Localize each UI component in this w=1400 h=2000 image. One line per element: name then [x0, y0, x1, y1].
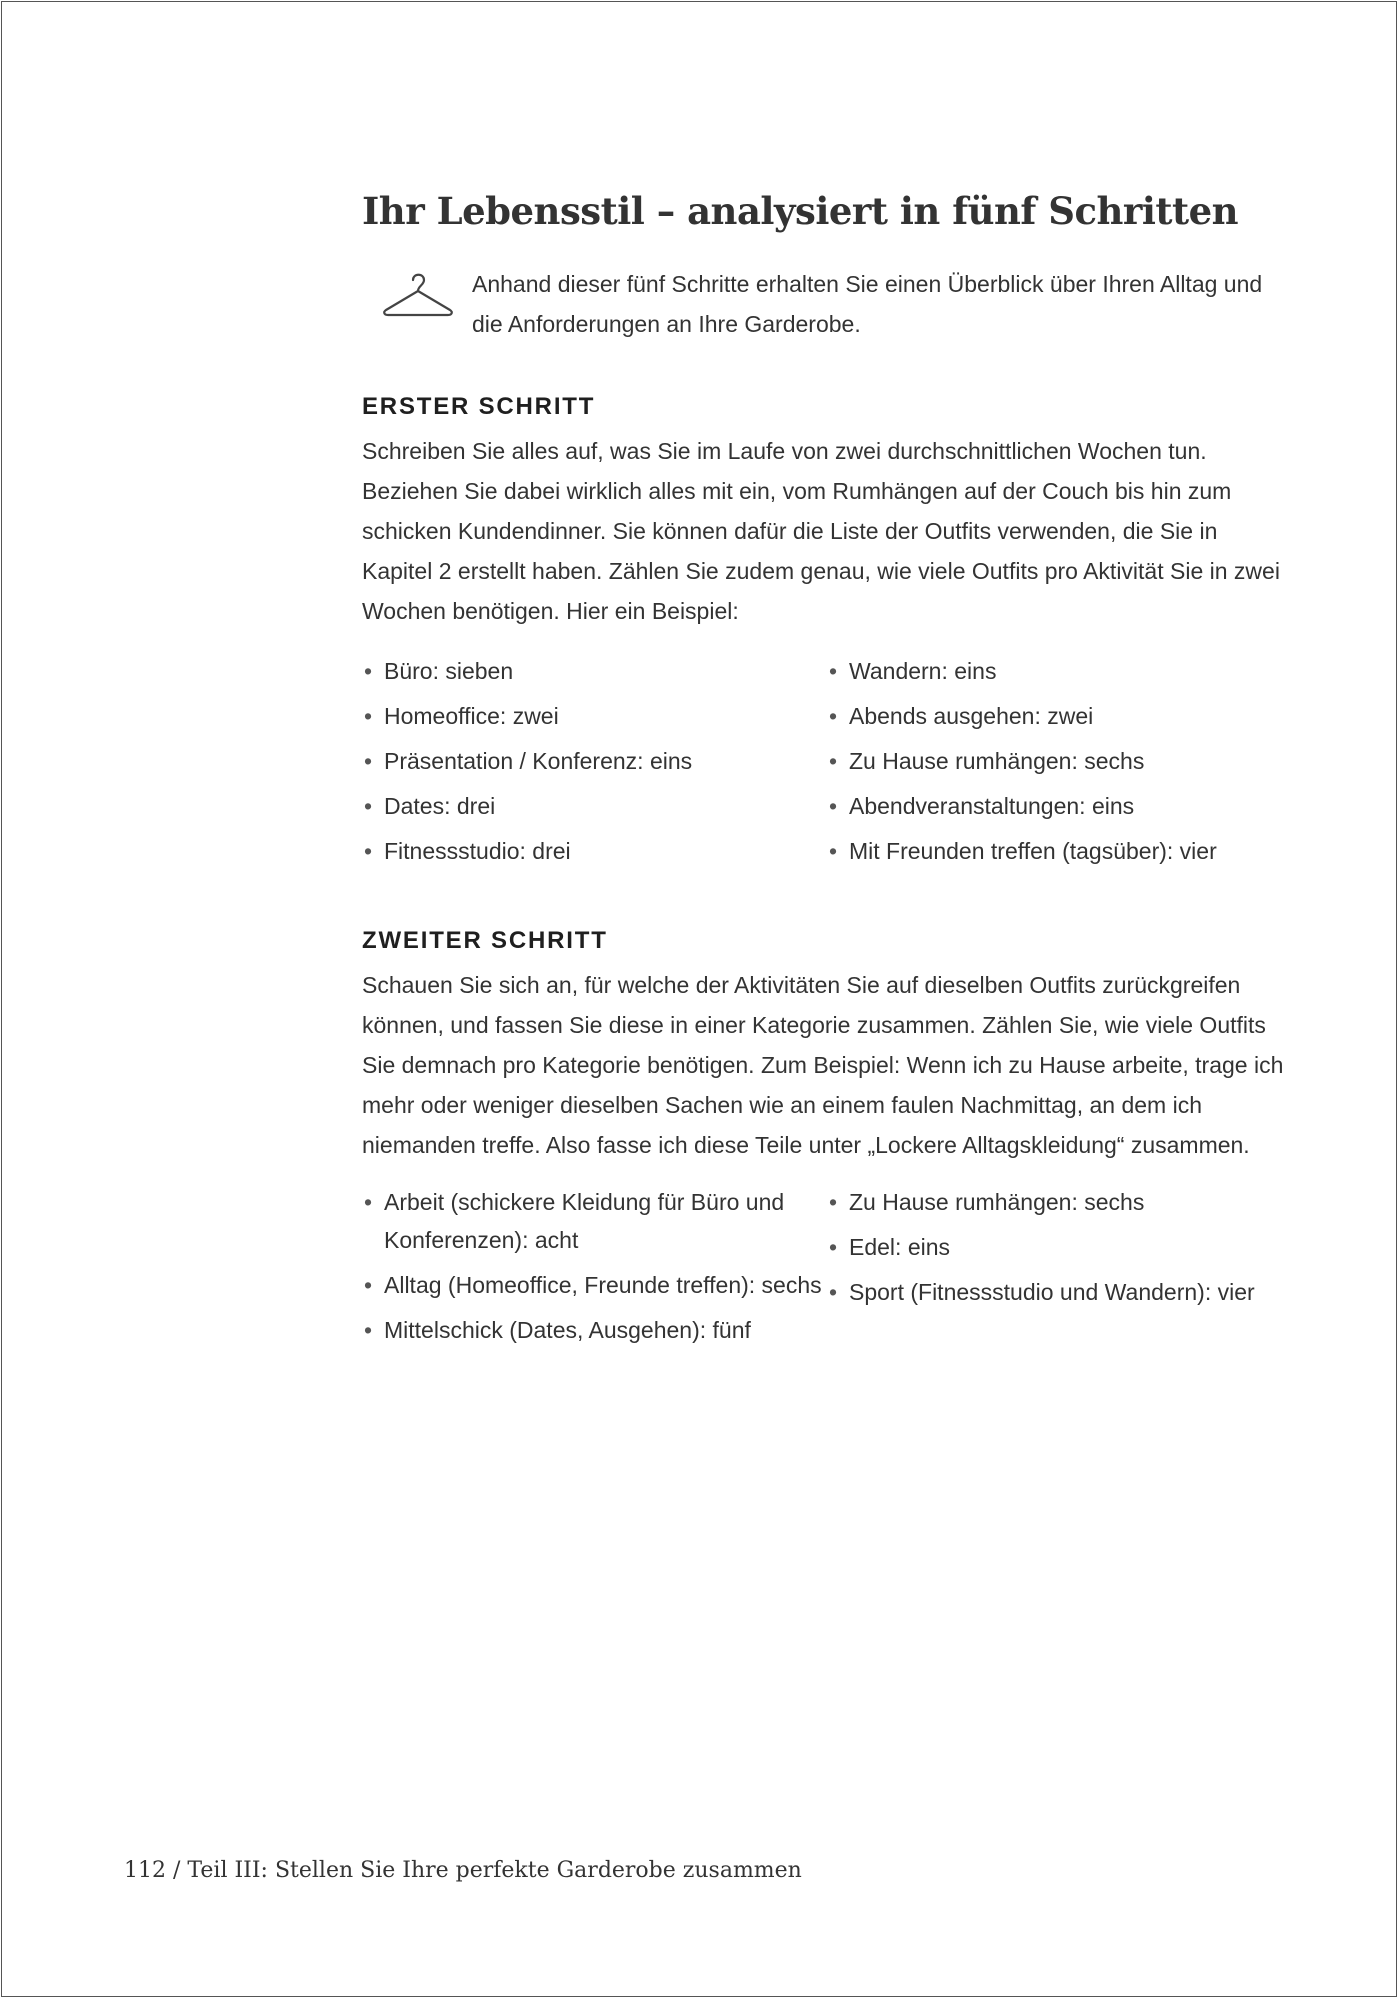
list-item: • Präsentation / Konferenz: eins: [362, 739, 827, 784]
step2-list-left: [362, 1183, 827, 1356]
list-item: • Mit Freunden treffen (tagsüber): vier: [827, 829, 1292, 874]
list-item: • Dates: drei: [362, 784, 827, 829]
step2-heading: ZWEITER SCHRITT: [362, 927, 608, 954]
step1-heading: ERSTER SCHRITT: [362, 393, 596, 420]
step1-list-left: [362, 649, 827, 874]
clothes-hanger-icon: [382, 270, 454, 320]
list-item: • Edel: eins: [827, 1228, 1292, 1266]
list-item: • Zu Hause rumhängen: sechs: [827, 1183, 1292, 1221]
step2-paragraph: Schauen Sie sich an, für welche der Aktivitäten Sie auf dieselben Outfits zurückgreifen können, und fassen Sie diese in einer Kategorie zusammen. Zählen Sie, wie viele Outfits Sie demnach pro Kategorie benötigen. Zum Beispiel: Wenn ich zu Hause arbeite, trage ich mehr oder weniger dieselben Sachen wie an einem faulen Nachmittag, an dem ich niemanden treffe. Also fasse ich diese Teile unter „Lockere Alltagskleidung“ zusammen.: [362, 972, 1284, 1158]
list-item: • Abendveranstaltungen: eins: [827, 784, 1292, 829]
list-item: • Alltag (Homeoffice, Freunde treffen): sechs: [362, 1266, 827, 1304]
step2-lists: [362, 1183, 1292, 1356]
running-section-title: Teil III: Stellen Sie Ihre perfekte Garderobe zusammen: [187, 1858, 802, 1883]
step1-list-right: [827, 649, 1292, 874]
footer-separator: /: [173, 1858, 181, 1883]
page-title: Ihr Lebensstil – analysiert in fünf Schritten: [362, 189, 1239, 233]
step1-paragraph: Schreiben Sie alles auf, was Sie im Laufe von zwei durchschnittlichen Wochen tun. Beziehen Sie dabei wirklich alles mit ein, vom Rumhängen auf der Couch bis hin zum schicken Kundendinner. Sie können dafür die Liste der Outfits verwenden, die Sie in Kapitel 2 erstellt haben. Zählen Sie zudem genau, wie viele Outfits pro Aktivität Sie in zwei Wochen benötigen. Hier ein Beispiel:: [362, 438, 1280, 624]
list-item: • Arbeit (schickere Kleidung für Büro und Konferenzen): acht: [362, 1183, 827, 1259]
step2-list-right: [827, 1183, 1292, 1356]
page-footer: [124, 1858, 802, 1883]
list-item: • Fitnessstudio: drei: [362, 829, 827, 874]
page-number: 112: [124, 1858, 166, 1883]
step1-lists: [362, 649, 1292, 874]
list-item: • Sport (Fitnessstudio und Wandern): vier: [827, 1273, 1292, 1311]
page-content: [362, 180, 1292, 1356]
list-item: • Büro: sieben: [362, 649, 827, 694]
list-item: • Zu Hause rumhängen: sechs: [827, 739, 1292, 784]
list-item: • Abends ausgehen: zwei: [827, 694, 1292, 739]
list-item: • Wandern: eins: [827, 649, 1292, 694]
list-item: • Homeoffice: zwei: [362, 694, 827, 739]
list-item: • Mittelschick (Dates, Ausgehen): fünf: [362, 1311, 827, 1349]
intro-text: Anhand dieser fünf Schritte erhalten Sie einen Überblick über Ihren Alltag und die Anforderungen an Ihre Garderobe.: [472, 271, 1263, 337]
intro-box: [362, 264, 1292, 344]
